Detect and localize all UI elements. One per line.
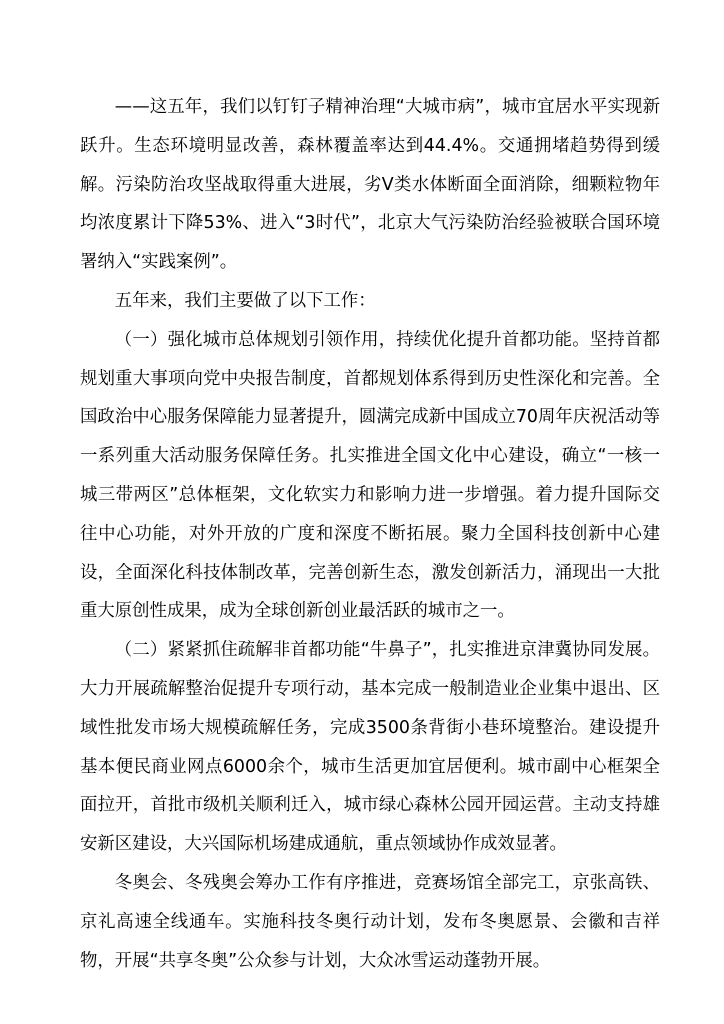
paragraph-work-intro: 五年来，我们主要做了以下工作： [114, 290, 376, 311]
paragraph-section-one: （一）强化城市总体规划引领作用，持续优化提升首都功能。坚持首都规划重大事项向党中央报告制度，首都规划体系得到历史性深化和完善。全国政治中心服务保障能力显著提升，圆满完成新中国成立70周年庆祝活动等一系列重大活动服务保障任务。扎实推进全国文化中心建设，确立“一核一城三带两区”总体框架，文化软实力和影响力进一步增强。着力提升国际交往中心功能，对外开放的广度和深度不断拓展。聚力全国科技创新中心建设，全面深化科技体制改革，完善创新生态，激发创新活力，涌现出一大批重大原创性成果，成为全球创新创业最活跃的城市之一。 [80, 329, 660, 622]
paragraph-five-year-review: ——这五年，我们以钉钉子精神治理“大城市病”，城市宜居水平实现新跃升。生态环境明显改善，森林覆盖率达到44.4%。交通拥堵趋势得到缓解。污染防治攻坚战取得重大进展，劣Ⅴ类水体断面全面消除，细颗粒物年均浓度累计下降53%、进入“3时代”，北京大气污染防治经验被联合国环境署纳入“实践案例”。 [80, 97, 660, 273]
paragraph-section-two: （二）紧紧抓住疏解非首都功能“牛鼻子”，扎实推进京津冀协同发展。大力开展疏解整治促提升专项行动，基本完成一般制造业企业集中退出、区域性批发市场大规模疏解任务，完成3500条背街小巷环境整治。建设提升基本便民商业网点6000余个，城市生活更加宜居便利。城市副中心框架全面拉开，首批市级机关顺利迁入，城市绿心森林公园开园运营。主动支持雄安新区建设，大兴国际机场建成通航，重点领域协作成效显著。 [80, 640, 660, 855]
paragraph-winter-olympics: 冬奥会、冬残奥会筹办工作有序推进，竞赛场馆全部完工，京张高铁、京礼高速全线通车。实施科技冬奥行动计划，发布冬奥愿景、会徽和吉祥物，开展“共享冬奥”公众参与计划，大众冰雪运动蓬勃开展。 [80, 872, 660, 971]
document-body [80, 88, 660, 980]
